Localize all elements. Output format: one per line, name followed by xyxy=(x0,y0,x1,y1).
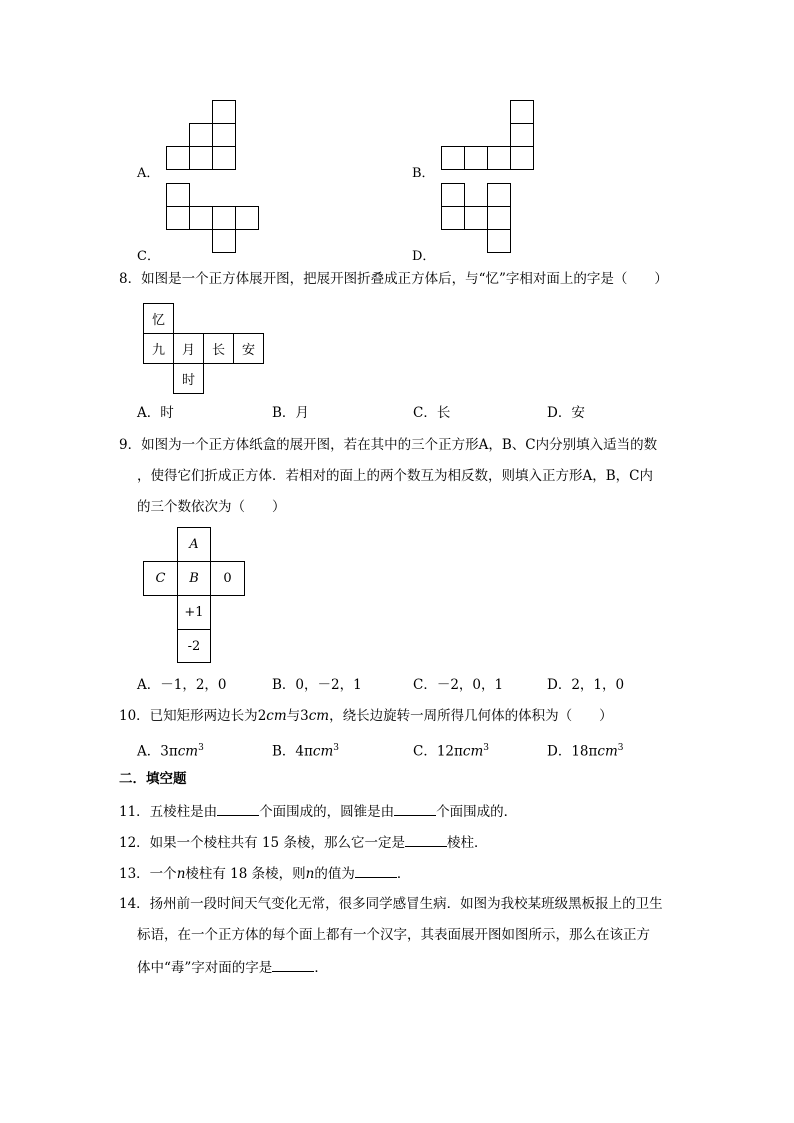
net-square xyxy=(510,100,534,124)
question-13 xyxy=(119,865,410,882)
net-square xyxy=(487,229,511,253)
q14-line-2: 标语，在一个正方体的每个面上都有一个汉字，其表面展开图如图所示，那么在该正方 xyxy=(137,927,650,943)
q9-option-c[interactable]: C．－2，0，1 xyxy=(413,677,504,693)
option-exponent: 3 xyxy=(483,743,490,753)
option-unit: cm xyxy=(177,743,199,760)
question-11 xyxy=(119,803,517,820)
option-exponent: 3 xyxy=(198,743,204,753)
option-unit: cm xyxy=(312,743,334,760)
net-square xyxy=(487,146,511,170)
net-square xyxy=(166,146,190,170)
q13-text: ． xyxy=(396,866,411,882)
net-square xyxy=(235,206,259,230)
option-letter: A． xyxy=(137,743,161,760)
q8-option-d[interactable]: D．安 xyxy=(547,405,585,421)
option-c-label[interactable]: C． xyxy=(137,249,160,264)
net-cell-bottom: 时 xyxy=(173,363,204,394)
section-title: 二．填空题 xyxy=(119,771,187,787)
net-square xyxy=(441,206,465,230)
answer-blank[interactable] xyxy=(355,865,397,878)
net-square xyxy=(212,229,236,253)
answer-blank[interactable] xyxy=(394,803,436,816)
net-square xyxy=(212,123,236,147)
q9-option-d[interactable]: D．2，1，0 xyxy=(547,677,625,693)
net-square xyxy=(487,183,511,207)
net-cell-top: 忆 xyxy=(143,303,174,334)
net-cell-minus-two: -2 xyxy=(177,629,211,663)
net-square xyxy=(464,206,488,230)
q13-text: 的值为 xyxy=(314,866,355,882)
q10-stem xyxy=(119,708,613,724)
q10-option-d[interactable] xyxy=(547,740,624,760)
option-letter: C． xyxy=(413,743,437,760)
net-square xyxy=(212,100,236,124)
option-d-label[interactable]: D． xyxy=(412,249,436,264)
net-cell: 安 xyxy=(233,333,264,364)
net-square xyxy=(464,146,488,170)
q10-option-b[interactable] xyxy=(272,740,339,760)
option-value: 4π xyxy=(295,743,313,760)
net-cell-plus-one: +1 xyxy=(177,595,211,630)
q10-unit: cm xyxy=(308,708,330,724)
q11-text: 个面围成的． xyxy=(436,804,518,820)
q14-text: 体中“毒”字对面的字是 xyxy=(137,960,273,976)
q12-text: 棱柱． xyxy=(446,835,488,851)
net-cell: 长 xyxy=(203,333,234,364)
q8-option-b[interactable]: B．月 xyxy=(272,405,309,421)
option-exponent: 3 xyxy=(333,743,339,753)
option-unit: cm xyxy=(462,743,484,760)
q10-stem-text: ，绕长边旋转一周所得几何体的体积为（ ） xyxy=(329,708,613,724)
option-value: 12π xyxy=(436,743,463,760)
option-value: 18π xyxy=(571,743,598,760)
q8-stem: 8．如图是一个正方体展开图，把展开图折叠成正方体后，与“忆”字相对面上的字是（ ） xyxy=(119,271,668,287)
q10-value: 3 xyxy=(300,708,309,724)
q9-stem-line-3: 的三个数依次为（ ） xyxy=(137,499,286,515)
net-square xyxy=(212,206,236,230)
answer-blank[interactable] xyxy=(272,959,314,972)
q9-option-a[interactable]: A．－1，2，0 xyxy=(137,677,227,693)
option-b-label[interactable]: B． xyxy=(412,166,435,181)
net-square xyxy=(189,123,213,147)
q10-option-c[interactable] xyxy=(413,740,489,760)
net-square xyxy=(212,146,236,170)
q9-stem-line-1: 9．如图为一个正方体纸盒的展开图，若在其中的三个正方形A，B、C内分别填入适当的数 xyxy=(119,437,658,453)
net-square xyxy=(510,146,534,170)
option-a-label[interactable]: A． xyxy=(137,166,160,181)
net-square xyxy=(441,146,465,170)
q8-option-c[interactable]: C．长 xyxy=(413,405,451,421)
q14-line-3 xyxy=(137,959,328,976)
net-cell: 九 xyxy=(143,333,174,364)
q14-line-1: 14．扬州前一段时间天气变化无常，很多同学感冒生病．如图为我校某班级黑板报上的卫生 xyxy=(119,896,663,912)
q14-text: ． xyxy=(314,960,328,976)
option-letter: B． xyxy=(272,743,296,760)
q13-variable: n xyxy=(305,866,315,882)
net-square xyxy=(166,206,190,230)
net-cell: 月 xyxy=(173,333,204,364)
q11-text: 个面围成的，圆锥是由 xyxy=(259,804,395,820)
answer-blank[interactable] xyxy=(217,803,259,816)
q10-option-a[interactable] xyxy=(137,740,204,760)
q10-stem-text: 10．已知矩形两边长为 xyxy=(119,708,258,724)
question-12 xyxy=(119,834,487,851)
answer-blank[interactable] xyxy=(405,834,447,847)
q9-stem-line-2: ，使得它们折成正方体．若相对的面上的两个数互为相反数，则填入正方形A，B，C内 xyxy=(137,468,653,484)
net-square xyxy=(189,146,213,170)
option-letter: D． xyxy=(547,743,572,760)
net-cell-a: A xyxy=(177,527,211,562)
net-cell-zero: 0 xyxy=(210,561,245,596)
net-square xyxy=(189,206,213,230)
net-square xyxy=(510,123,534,147)
q9-option-b[interactable]: B．0，－2，1 xyxy=(272,677,362,693)
q10-unit: cm xyxy=(266,708,287,724)
q10-stem-text: 与 xyxy=(286,708,301,724)
net-cell-b: B xyxy=(177,561,211,596)
option-value: 3π xyxy=(160,743,178,760)
q8-option-a[interactable]: A．时 xyxy=(137,405,174,421)
net-square xyxy=(166,183,190,207)
q10-value: 2 xyxy=(257,708,267,724)
option-unit: cm xyxy=(597,743,618,760)
q13-text: 棱柱有 18 条棱，则 xyxy=(185,866,306,882)
net-square xyxy=(441,183,465,207)
q12-text: 12．如果一个棱柱共有 15 条棱，那么它一定是 xyxy=(119,835,405,851)
net-cell-c: C xyxy=(143,561,178,596)
q13-text: 13．一个 xyxy=(119,866,177,882)
q13-variable: n xyxy=(176,866,186,882)
option-exponent: 3 xyxy=(617,743,624,753)
net-square xyxy=(487,206,511,230)
q11-text: 11．五棱柱是由 xyxy=(119,804,218,820)
